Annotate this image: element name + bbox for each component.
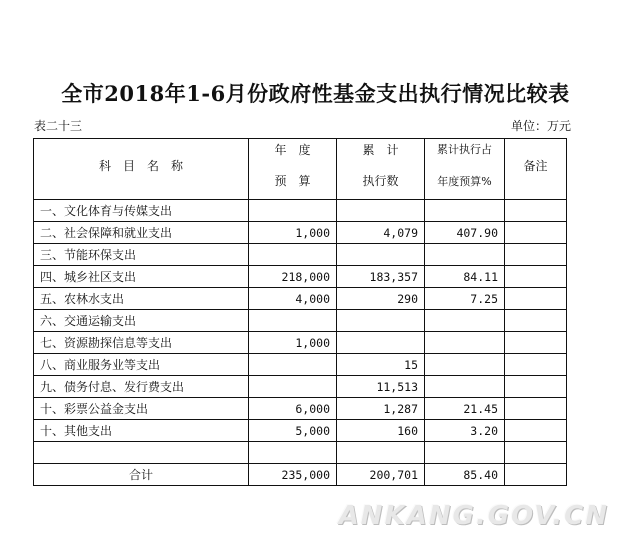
row-budget: 4,000 [249,288,337,310]
header-budget-top: 年 度 [274,143,311,157]
row-ratio [425,332,505,354]
table-row [34,354,567,376]
header-ratio-top: 累计执行占 [437,143,492,156]
row-executed [337,332,425,354]
row-budget [249,244,337,266]
row-ratio: 84.11 [425,266,505,288]
row-name: 五、农林水支出 [34,288,249,310]
header-row [34,139,567,200]
row-note [505,288,567,310]
row-ratio: 407.90 [425,222,505,244]
table-number: 表二十三 [34,119,83,133]
row-executed: 183,357 [337,266,425,288]
table-row [34,376,567,398]
total-row [34,464,567,486]
row-name: 六、交通运输支出 [34,310,249,332]
header-budget [249,139,337,200]
row-budget [249,376,337,398]
row-note [505,376,567,398]
header-executed [337,139,425,200]
table-row [34,398,567,420]
row-note [505,420,567,442]
row-name: 八、商业服务业等支出 [34,354,249,376]
row-note [505,244,567,266]
row-ratio [425,310,505,332]
header-executed-top: 累 计 [362,143,399,157]
table-row [34,310,567,332]
header-budget-bottom: 预 算 [274,174,311,188]
row-name: 十、彩票公益金支出 [34,398,249,420]
header-note: 备注 [505,139,567,200]
header-subject: 科 目 名 称 [34,139,249,200]
total-label: 合计 [34,464,249,486]
row-name: 十、其他支出 [34,420,249,442]
row-ratio [425,376,505,398]
row-name: 一、文化体育与传媒支出 [34,200,249,222]
row-executed [337,442,425,464]
row-note [505,442,567,464]
expenditure-table [33,138,567,486]
row-ratio [425,244,505,266]
row-ratio: 3.20 [425,420,505,442]
table-row [34,244,567,266]
page-title: 全市2018年1-6月份政府性基金支出执行情况比较表 [61,81,570,106]
header-executed-bottom: 执行数 [362,174,399,188]
header-ratio [425,139,505,200]
table-row [34,442,567,464]
site-watermark: ANKANG.GOV.CN [338,501,609,531]
row-note [505,310,567,332]
row-name: 四、城乡社区支出 [34,266,249,288]
row-ratio: 7.25 [425,288,505,310]
row-budget: 6,000 [249,398,337,420]
row-budget [249,442,337,464]
table-row [34,222,567,244]
row-budget: 218,000 [249,266,337,288]
row-executed [337,310,425,332]
row-budget [249,310,337,332]
total-ratio: 85.40 [425,464,505,486]
row-note [505,398,567,420]
row-name: 三、节能环保支出 [34,244,249,266]
row-executed: 1,287 [337,398,425,420]
row-executed: 11,513 [337,376,425,398]
row-executed: 160 [337,420,425,442]
row-ratio [425,354,505,376]
row-budget: 1,000 [249,332,337,354]
table-row [34,266,567,288]
row-ratio [425,200,505,222]
row-budget [249,354,337,376]
row-budget: 1,000 [249,222,337,244]
header-ratio-bottom: 年度预算% [437,175,492,188]
row-note [505,266,567,288]
table-row [34,332,567,354]
row-note [505,222,567,244]
row-name: 七、资源勘探信息等支出 [34,332,249,354]
row-executed: 290 [337,288,425,310]
total-note [505,464,567,486]
row-budget [249,200,337,222]
table-row [34,288,567,310]
row-budget: 5,000 [249,420,337,442]
total-budget: 235,000 [249,464,337,486]
row-ratio: 21.45 [425,398,505,420]
unit-label: 单位：万元 [510,119,571,133]
table-row [34,420,567,442]
row-note [505,200,567,222]
total-executed: 200,701 [337,464,425,486]
row-name: 二、社会保障和就业支出 [34,222,249,244]
row-note [505,354,567,376]
row-executed: 4,079 [337,222,425,244]
row-executed: 15 [337,354,425,376]
row-name [34,442,249,464]
row-executed [337,244,425,266]
row-note [505,332,567,354]
row-name: 九、债务付息、发行费支出 [34,376,249,398]
row-ratio [425,442,505,464]
row-executed [337,200,425,222]
table-row [34,200,567,222]
